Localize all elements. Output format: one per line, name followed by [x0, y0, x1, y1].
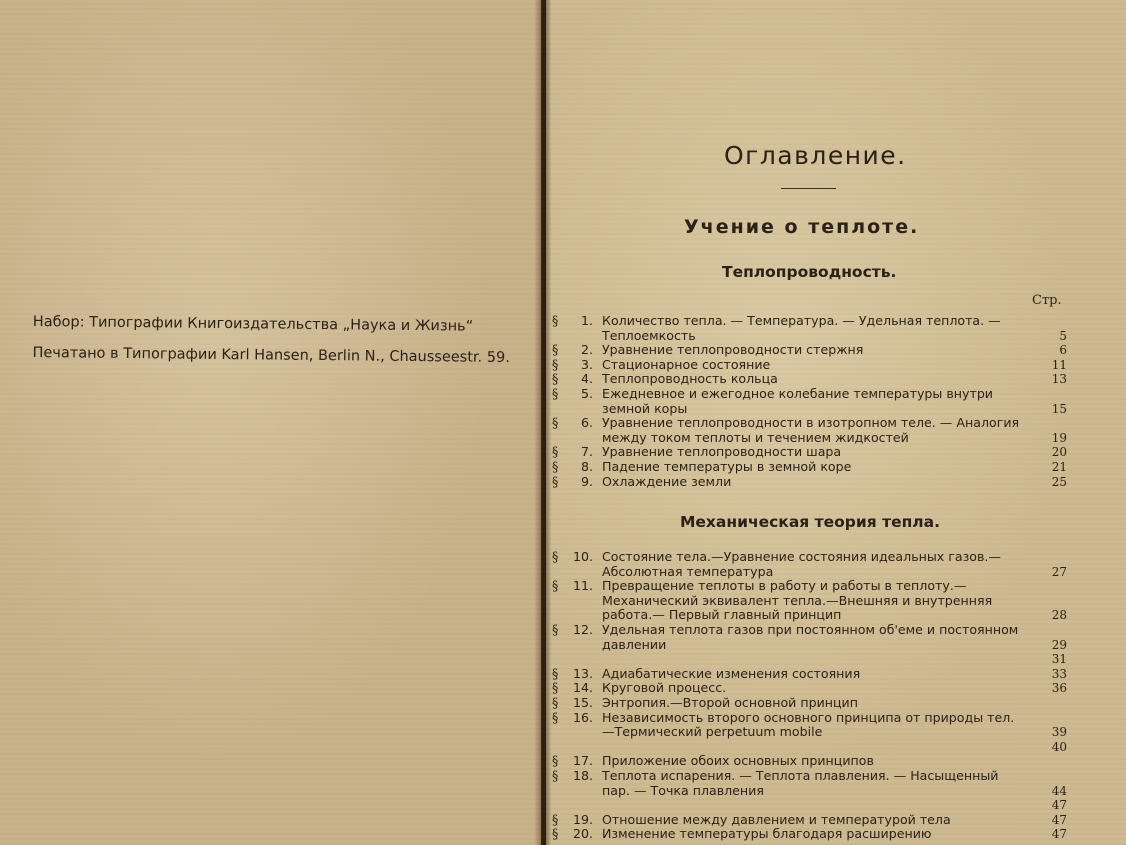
entry-title: Адиабатические изменения состояния [602, 665, 861, 681]
left-page [0, 0, 541, 845]
entry-page-number: 21 [1051, 459, 1067, 474]
entry-page-number: 33 [1051, 666, 1067, 681]
section-sign: § [552, 371, 559, 387]
entry-number: 18. [572, 767, 593, 783]
entry-page-number: 11 [1051, 357, 1067, 372]
entry-page-number: 20 [1051, 445, 1067, 460]
section-sign: § [552, 694, 559, 710]
entry-number: 16. [572, 709, 593, 725]
entry-page-number: 47 [1051, 798, 1067, 813]
entry-number: 12. [572, 621, 593, 637]
entry-page-number: 6 [1059, 343, 1067, 358]
section-sign: § [552, 356, 559, 372]
page-column-label: Стр. [1032, 293, 1062, 308]
entry-page-number: 47 [1051, 812, 1067, 827]
entry-title: Удельная теплота газов при постоянном об'еме и постоянном давлении [602, 621, 1019, 652]
entry-title: Состояние тела.—Уравнение состояния идеальных газов.— Абсолютная температура [602, 549, 1002, 579]
toc-entry [552, 767, 1067, 798]
toc-entry [552, 696, 1062, 711]
entry-number: 8. [580, 458, 593, 474]
toc-entry [552, 578, 1067, 623]
entry-page-number: 31 [1051, 652, 1067, 667]
section-sign: § [552, 621, 559, 637]
section-sign: § [552, 826, 559, 842]
entry-page-number: 19 [1051, 430, 1067, 445]
entry-title: Уравнение теплопроводности в изотропном теле. — Аналогия между током теплоты и течением жидкостей [602, 415, 1020, 445]
entry-title: Ежедневное и ежегодное колебание температуры внутри земной коры [602, 385, 993, 416]
toc-entry [552, 444, 1067, 460]
imprint-typesetting-line: Набор: Типографии Книгоиздательства „Наука и Жизнь“ [32, 313, 474, 335]
entry-page-number: 25 [1051, 474, 1067, 489]
toc-entry [552, 458, 1067, 475]
printer-imprint [32, 307, 528, 374]
toc-entry [552, 680, 1067, 696]
entry-number: 5. [580, 385, 593, 401]
entry-title: Независимость второго основного принципа от природы тел.—Термический perpetuum mobile [602, 709, 1015, 740]
section-sign: § [552, 458, 559, 474]
entry-number: 19. [572, 811, 593, 827]
entry-title [602, 740, 1022, 755]
toc-title: Оглавление. [724, 141, 907, 170]
toc-entry [552, 621, 1067, 652]
entry-number: 14. [572, 680, 593, 696]
entry-page-number: 40 [1051, 739, 1067, 754]
entry-page-number: 47 [1051, 827, 1067, 842]
imprint-printing-line: Печатано в Типографии Karl Hansen, Berlin N., Chausseestr. 59. [32, 344, 510, 366]
entry-page-number: 15 [1051, 401, 1067, 416]
entry-page-number: 29 [1051, 637, 1067, 652]
section-sign: § [552, 680, 559, 696]
section-sign: § [552, 753, 559, 769]
entry-page-number: 36 [1051, 681, 1067, 696]
toc-entry [552, 356, 1067, 373]
toc-entry [552, 811, 1067, 828]
entry-number: 3. [580, 356, 593, 372]
book-gutter [535, 0, 551, 845]
entry-number: 1. [580, 313, 593, 328]
entry-title: Круговой процесс. [602, 680, 727, 696]
toc-entries-heat-conduction [552, 313, 1067, 489]
section-sign: § [552, 709, 559, 725]
part-title: Учение о теплоте. [684, 216, 920, 238]
title-rule [781, 188, 836, 189]
entry-number: 6. [580, 415, 593, 431]
entry-title [602, 798, 1022, 813]
entry-title: Уравнение теплопроводности стержня [602, 342, 864, 358]
toc-entry [552, 549, 1067, 579]
toc-entry [552, 665, 1067, 682]
toc-entry [552, 652, 1067, 667]
toc-entry [552, 371, 1067, 387]
entry-title: Стационарное состояние [602, 356, 771, 372]
section-sign: § [552, 415, 559, 431]
entry-number: 7. [580, 444, 593, 460]
section-sign: § [552, 578, 559, 594]
entry-title: Изменение температуры благодаря расширению [602, 826, 932, 842]
entry-title: Энтропия.—Второй основной принцип [602, 694, 858, 710]
entry-number: 10. [572, 549, 593, 564]
entry-title: Отношение между давлением и температурой тела [602, 811, 951, 827]
entry-title: Падение температуры в земной коре [602, 458, 852, 474]
toc-entries-mechanical-theory [552, 549, 1067, 842]
entry-title: Охлаждение земли [602, 473, 732, 489]
toc-entry [552, 473, 1067, 490]
section-title-heat-conduction: Теплопроводность. [722, 263, 897, 281]
entry-title: Теплопроводность кольца [602, 371, 778, 387]
entry-number: 9. [580, 473, 593, 489]
entry-title: Приложение обоих основных принципов [602, 753, 874, 769]
entry-number: 17. [572, 753, 593, 769]
toc-entry [552, 342, 1067, 358]
section-sign: § [552, 665, 559, 681]
entry-number: 4. [580, 371, 593, 387]
toc-entry [552, 709, 1067, 740]
entry-page-number: 5 [1059, 328, 1067, 343]
section-sign: § [552, 811, 559, 827]
entry-page-number: 27 [1051, 564, 1067, 579]
section-sign: § [552, 444, 559, 460]
entry-number: 11. [572, 578, 593, 594]
entry-number: 13. [572, 665, 593, 681]
entry-page-number: 28 [1051, 608, 1067, 623]
section-title-mechanical-theory: Механическая теория тепла. [680, 513, 940, 531]
section-sign: § [552, 385, 559, 401]
entry-title: Количество тепла. — Температура. — Удельная теплота. — Теплоемкость [602, 313, 1001, 343]
entry-page-number: 13 [1051, 372, 1067, 387]
section-sign: § [552, 313, 559, 328]
entry-number: 20. [572, 826, 593, 842]
toc-entry [552, 798, 1067, 813]
entry-page-number: 39 [1051, 725, 1067, 740]
entry-title [602, 652, 1022, 667]
entry-number: 15. [572, 694, 593, 710]
toc-entry [552, 754, 1062, 769]
toc-entry [552, 415, 1067, 445]
entry-number: 2. [580, 342, 593, 358]
toc-entry [552, 739, 1067, 755]
entry-page-number: 44 [1051, 783, 1067, 798]
entry-title: Уравнение теплопроводности шара [602, 444, 842, 460]
toc-entry [552, 826, 1067, 842]
section-sign: § [552, 767, 559, 783]
section-sign: § [552, 473, 559, 489]
entry-title: Теплота испарения. — Теплота плавления. — Насыщенный пар. — Точка плавления [602, 767, 999, 798]
table-of-contents [552, 0, 1117, 845]
toc-entry [552, 313, 1067, 343]
section-sign: § [552, 342, 559, 358]
entry-title: Превращение теплоты в работу и работы в теплоту.—Механический эквивалент тепла.—Внешняя и внутренняя работа.— Первый главный принцип [602, 578, 993, 623]
toc-entry [552, 385, 1067, 416]
section-sign: § [552, 549, 559, 564]
